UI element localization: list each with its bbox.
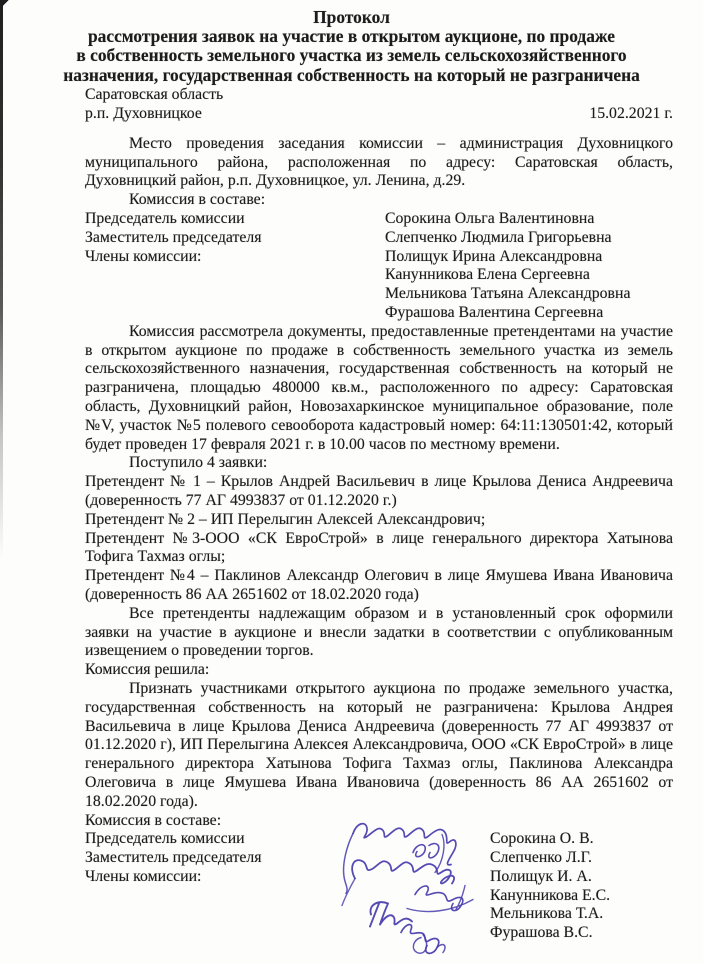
heading-commission: Комиссия в составе: xyxy=(129,191,266,209)
commission-role: Заместитель председателя xyxy=(85,228,262,246)
signature-role xyxy=(85,924,490,943)
heading-applications: Поступило 4 заявки: xyxy=(129,454,268,472)
title-line-4: назначения, государственная собственность на который не разграничена xyxy=(63,64,640,85)
signature-name: Фурашова В.С. xyxy=(490,924,593,942)
applicant-entry: Претендент №3-ООО «СК ЕвроСтрой» в лице генерального директора Хатынова Тофига Тахмаз оглы; xyxy=(85,529,673,566)
commission-role xyxy=(85,285,385,304)
paragraph-compliance: Все претенденты надлежащим образом и в установленный срок оформили заявки на участие в аукционе и внесли задатки в соответствии с опубликованным извещением о проведении торгов. xyxy=(85,604,673,660)
commission-role: Члены комиссии: xyxy=(85,247,202,265)
commission-role xyxy=(85,266,385,285)
signature-row xyxy=(85,905,673,924)
paragraph-decision: Признать участниками открытого аукциона по продаже земельного участка, государственная собственность на который не разграничена: Крылова Андрея Васильевича в лице Крылова Дениса Андреевича (доверенность 77 АГ 4993837 от 01.12.2020 г), ИП Перелыгина Алексея Александровича, ООО «СК ЕвроСтрой» в лице генерального директора Хатынова Тофига Тахмаз оглы, Паклинова Александра Олеговича в лице Ямушева Ивана Ивановича (доверенность 86 АА 2651602 от 18.02.2020 года). xyxy=(85,679,673,810)
signature-role: Заместитель председателя xyxy=(85,849,262,867)
commission-name: Канунникова Елена Сергеевна xyxy=(385,266,590,284)
signature-role xyxy=(85,905,490,924)
document-title xyxy=(0,8,703,85)
paragraph-venue: Место проведения заседания комиссии – администрация Духовницкого муниципального района, расположенная по адресу: Саратовская область, Духовницкий район, р.п. Духовницкое, ул. Ленина, д.29. xyxy=(85,134,673,190)
place-label: р.п. Духовницкое xyxy=(85,104,202,122)
commission-role: Председатель комиссии xyxy=(85,210,245,227)
commission-row xyxy=(85,285,673,304)
commission-name: Полищук Ирина Александровна xyxy=(385,247,603,265)
commission-role xyxy=(85,304,385,323)
signature-name: Сорокина О. В. xyxy=(490,830,594,848)
commission-row xyxy=(85,248,673,267)
commission-name: Мельникова Татьяна Александровна xyxy=(385,285,631,303)
region-line: Саратовская область xyxy=(85,85,224,103)
signature-row xyxy=(85,830,673,849)
signature-role xyxy=(85,887,490,906)
commission-row xyxy=(85,229,673,248)
title-line-1: Протокол xyxy=(313,7,390,27)
scan-corner-artifact xyxy=(0,0,9,7)
signature-name: Канунникова Е.С. xyxy=(490,886,611,904)
document-date: 15.02.2021 г. xyxy=(589,104,673,122)
commission-row xyxy=(85,304,673,323)
signature-row xyxy=(85,924,673,943)
signature-row xyxy=(85,849,673,868)
commission-name: Сорокина Ольга Валентиновна xyxy=(385,210,595,227)
signature-row xyxy=(85,887,673,906)
signature-list xyxy=(85,830,673,943)
heading-signatures: Комиссия в составе: xyxy=(85,811,222,829)
applicants-list xyxy=(85,473,673,605)
signature-row xyxy=(85,868,673,887)
signature-name: Мельникова Т.А. xyxy=(490,905,604,923)
applicant-entry: Претендент № 2 – ИП Перелыгин Алексей Александрович; xyxy=(85,510,486,528)
commission-list xyxy=(85,210,673,323)
commission-row xyxy=(85,210,673,229)
place-date-line xyxy=(85,104,673,123)
applicant-entry: Претендент №4 – Паклинов Александр Олегович в лице Ямушева Ивана Ивановича (доверенность 86 АА 2651602 от 18.02.2020 года) xyxy=(85,567,673,603)
title-line-3: в собственность земельного участка из земель сельскохозяйственного xyxy=(76,45,627,66)
signature-name: Слепченко Л.Г. xyxy=(490,849,592,867)
paragraph-review: Комиссия рассмотрела документы, предоставленные претендентами на участие в открытом аукционе по продаже в собственность земельного участка из земель сельскохозяйственного назначения, государственная собственность на который не разграничена, площадью 480000 кв.м., расположенного по адресу: Саратовская область, Духовницкий район, Новозахаркинское муниципальное образование, поле №V, участок №5 полевого севооборота кадастровый номер: 64:11:130501:42, который будет проведен 17 февраля 2021 г. в 10.00 часов по местному времени. xyxy=(85,322,673,453)
signature-role: Председатель комиссии xyxy=(85,830,245,848)
commission-name: Фурашова Валентина Сергеевна xyxy=(385,303,604,321)
signature-name: Полищук И. А. xyxy=(490,867,592,885)
commission-name: Слепченко Людмила Григорьевна xyxy=(385,228,612,246)
heading-decision: Комиссия решила: xyxy=(85,661,210,679)
document-body xyxy=(63,7,673,943)
signature-role: Члены комиссии: xyxy=(85,867,202,885)
title-line-2: рассмотрения заявок на участие в открытом аукционе, по продаже xyxy=(88,26,615,47)
commission-row xyxy=(85,266,673,285)
applicant-entry: Претендент № 1 – Крылов Андрей Васильевич в лице Крылова Дениса Андреевича (доверенность 77 АГ 4993837 от 01.12.2020 г.) xyxy=(85,473,673,509)
